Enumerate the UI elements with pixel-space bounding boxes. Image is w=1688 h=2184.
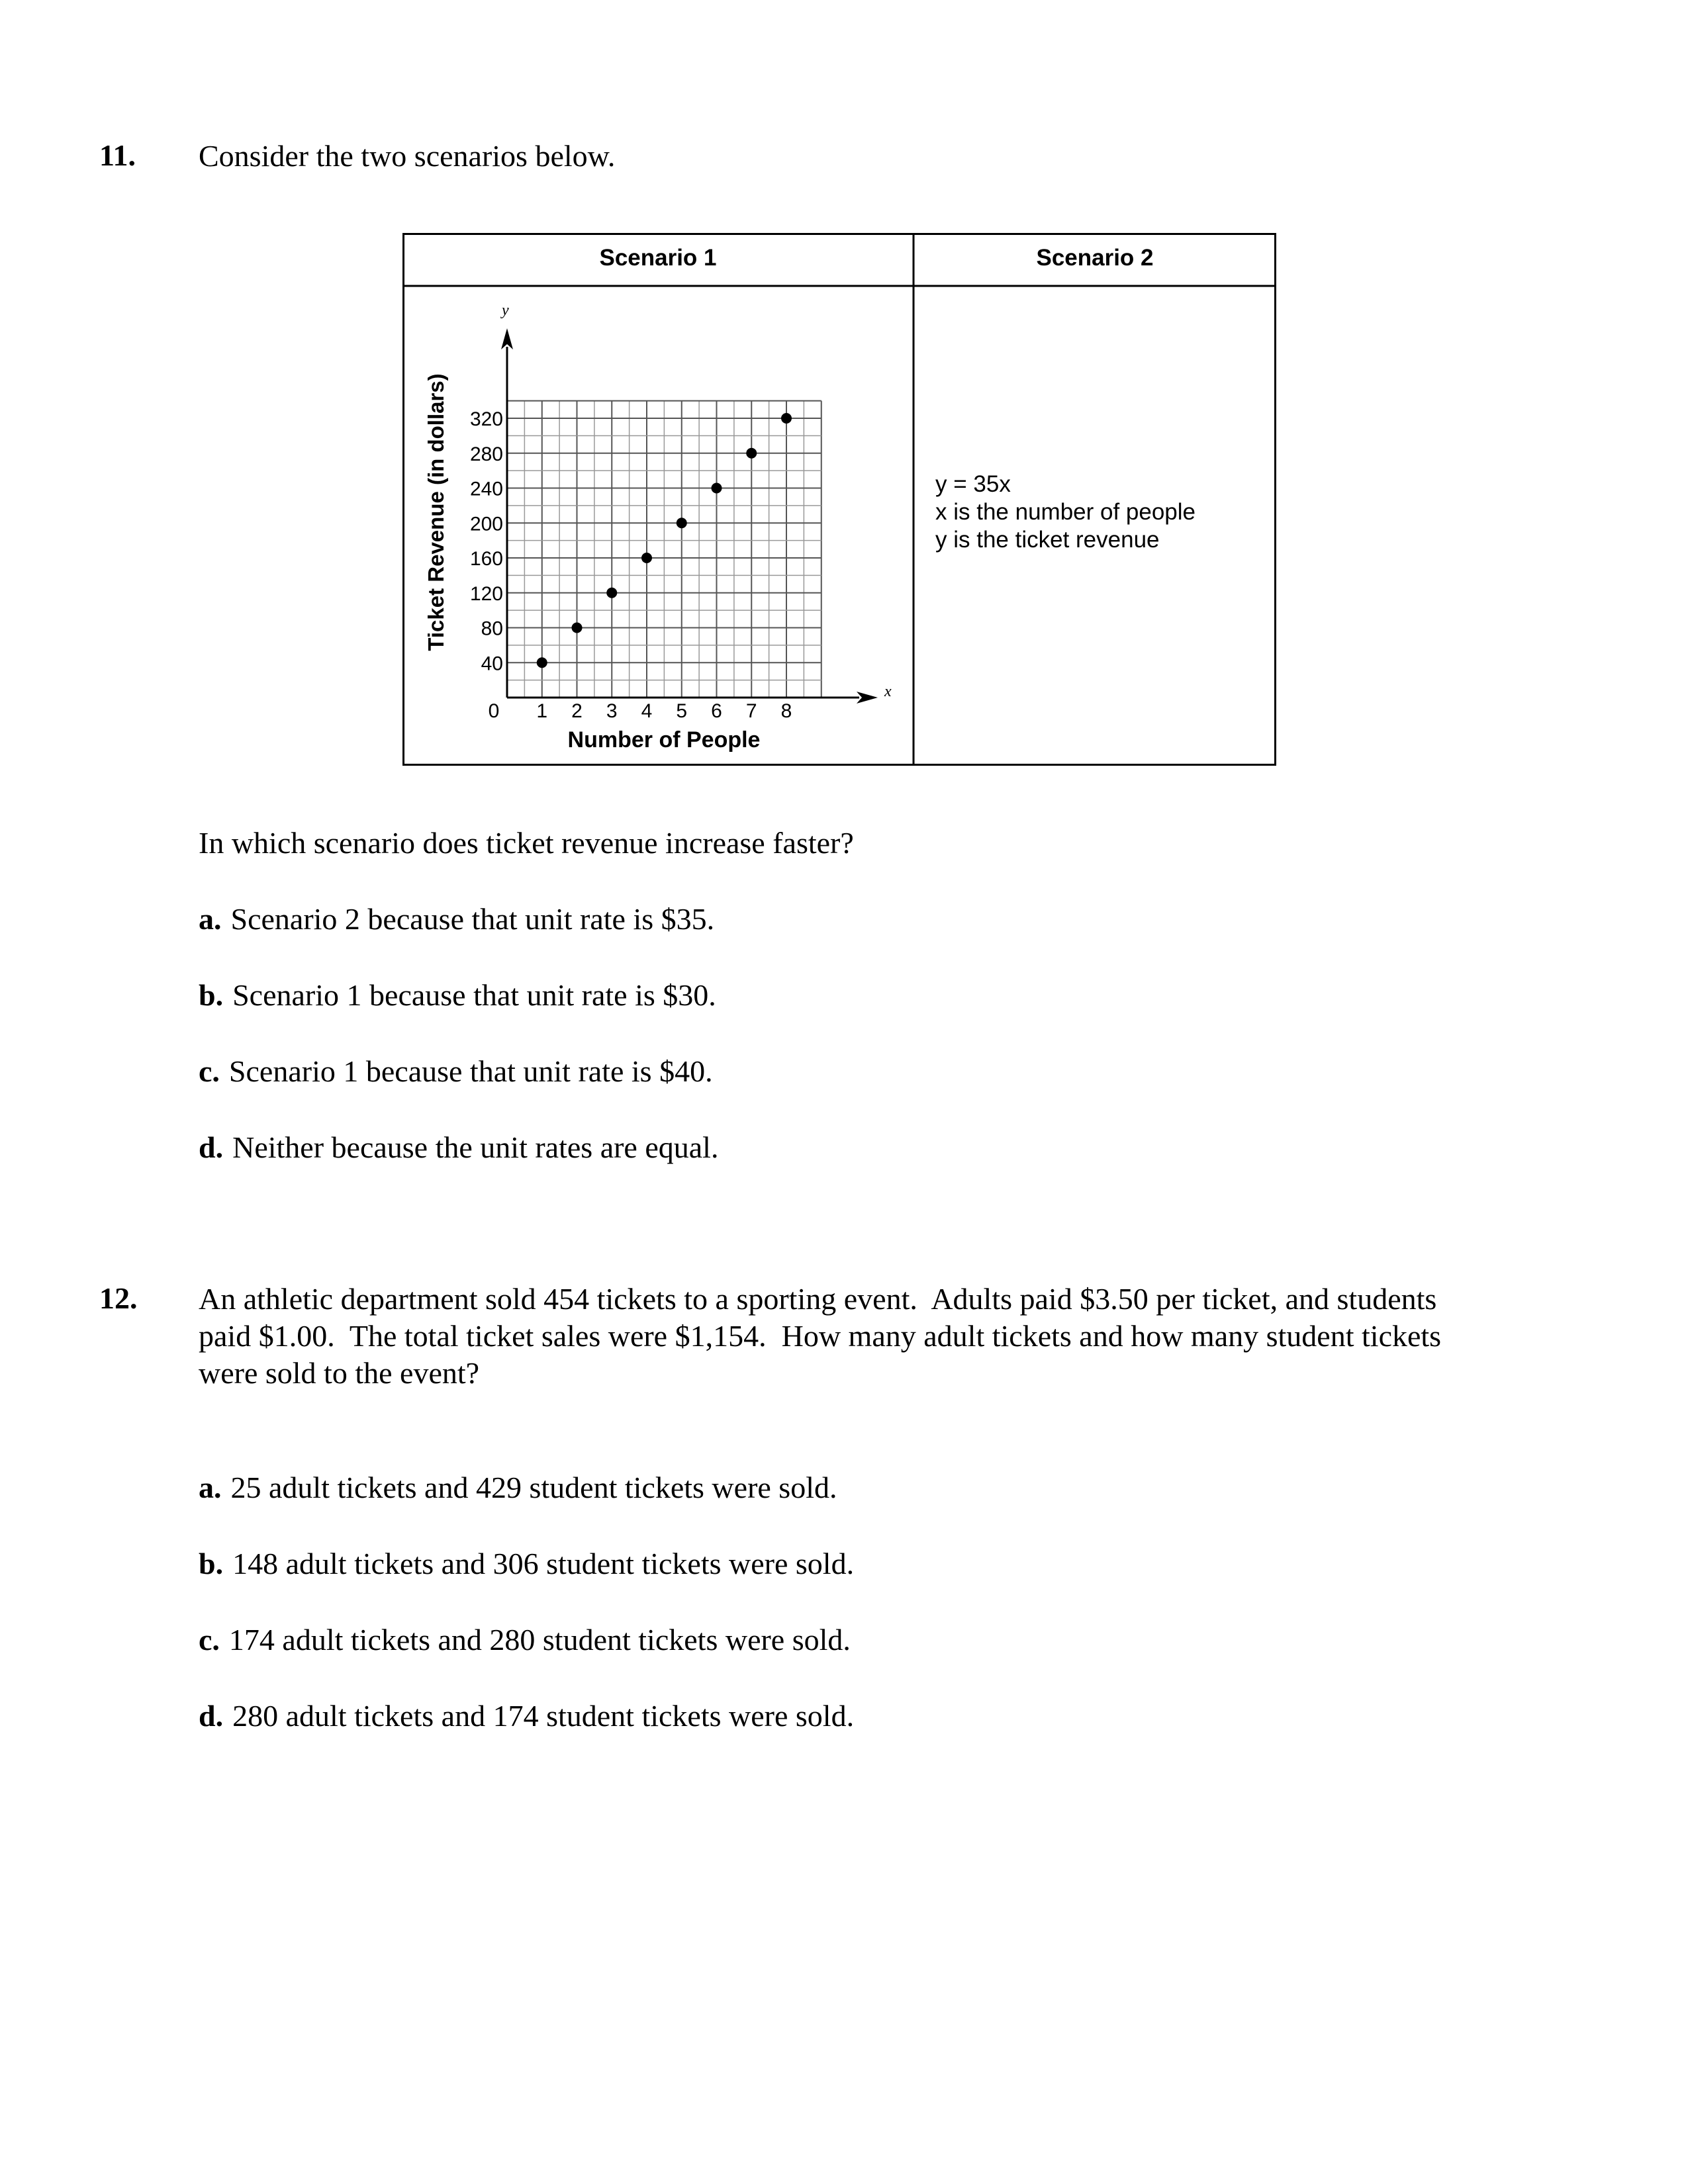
question-prompt: Consider the two scenarios below. bbox=[199, 139, 616, 173]
data-point bbox=[677, 518, 687, 528]
x-tick-label: 1 bbox=[536, 700, 548, 722]
data-point bbox=[712, 483, 722, 494]
question-text: In which scenario does ticket revenue increase faster? bbox=[199, 826, 854, 860]
data-point bbox=[537, 657, 547, 668]
choice-text: 148 adult tickets and 306 student tickets were sold. bbox=[232, 1547, 855, 1580]
choice-text: Neither because the unit rates are equal. bbox=[232, 1130, 719, 1164]
y-tick-label: 240 bbox=[469, 478, 503, 500]
scenario2-x-definition: x is the number of people bbox=[935, 499, 1196, 525]
choice-d[interactable] bbox=[199, 1130, 718, 1165]
prompt-line: paid $1.00. The total ticket sales were $1,154. How many adult tickets and how many student tickets bbox=[199, 1319, 1442, 1353]
prompt-line: An athletic department sold 454 tickets to a sporting event. Adults paid $3.50 per ticket, and students bbox=[199, 1282, 1437, 1316]
choice-text: Scenario 1 because that unit rate is $30. bbox=[232, 978, 716, 1012]
y-tick-label: 280 bbox=[469, 443, 503, 465]
choice-text: Scenario 2 because that unit rate is $35. bbox=[230, 902, 715, 936]
choice-letter: d. bbox=[199, 1699, 224, 1733]
x-tick-label: 6 bbox=[711, 700, 722, 722]
scenario1-title: Scenario 1 bbox=[599, 245, 717, 271]
choice-a[interactable] bbox=[199, 901, 714, 936]
data-point bbox=[746, 448, 757, 459]
data-point bbox=[606, 588, 617, 598]
y-tick-label: 120 bbox=[469, 582, 503, 605]
choice-b[interactable] bbox=[199, 978, 716, 1013]
data-point bbox=[572, 623, 583, 633]
choice-letter: a. bbox=[199, 1471, 222, 1504]
x-axis-title: Number of People bbox=[567, 727, 761, 752]
choice-text: 174 adult tickets and 280 student tickets were sold. bbox=[228, 1623, 851, 1657]
x-tick-label: 4 bbox=[641, 700, 653, 722]
choice-c[interactable] bbox=[199, 1054, 713, 1089]
y-tick-label: 80 bbox=[481, 617, 503, 640]
choice-d[interactable] bbox=[199, 1698, 854, 1733]
choice-c[interactable] bbox=[199, 1622, 851, 1657]
x-tick-label: 3 bbox=[606, 700, 618, 722]
choice-text: 25 adult tickets and 429 student tickets were sold. bbox=[230, 1471, 837, 1504]
choice-a[interactable] bbox=[199, 1470, 837, 1505]
choice-letter: b. bbox=[199, 1547, 224, 1580]
origin-label: 0 bbox=[488, 700, 500, 722]
y-tick-label: 40 bbox=[481, 653, 503, 675]
scenario2-equation: y = 35x bbox=[935, 471, 1011, 497]
y-tick-label: 200 bbox=[469, 513, 503, 535]
prompt-line: were sold to the event? bbox=[199, 1356, 480, 1390]
x-tick-label: 8 bbox=[780, 700, 792, 722]
choice-letter: c. bbox=[199, 1054, 220, 1088]
choice-letter: c. bbox=[199, 1623, 220, 1657]
x-tick-label: 5 bbox=[676, 700, 688, 722]
x-tick-label: 2 bbox=[571, 700, 583, 722]
y-tick-label: 160 bbox=[469, 548, 503, 570]
question-number: 11. bbox=[99, 138, 136, 172]
choice-letter: a. bbox=[199, 902, 222, 936]
y-axis-name: y bbox=[502, 302, 509, 319]
question-prompt bbox=[199, 1281, 1655, 1392]
choice-text: Scenario 1 because that unit rate is $40. bbox=[228, 1054, 713, 1088]
y-tick-label: 320 bbox=[469, 408, 503, 430]
choice-letter: b. bbox=[199, 978, 224, 1012]
scenario2-title: Scenario 2 bbox=[1036, 245, 1154, 271]
x-tick-label: 7 bbox=[745, 700, 757, 722]
y-axis-title: Ticket Revenue (in dollars) bbox=[424, 373, 448, 651]
choice-b[interactable] bbox=[199, 1546, 854, 1581]
scenario1-chart bbox=[402, 287, 914, 766]
question-number: 12. bbox=[99, 1281, 138, 1315]
x-axis-name: x bbox=[884, 683, 892, 700]
data-point bbox=[641, 553, 652, 563]
data-point bbox=[781, 413, 792, 424]
y-axis-arrow-icon bbox=[501, 328, 513, 349]
chart-ticks bbox=[470, 408, 792, 722]
scenario2-y-definition: y is the ticket revenue bbox=[935, 527, 1160, 553]
choice-text: 280 adult tickets and 174 student tickets were sold. bbox=[232, 1699, 855, 1733]
chart-grid bbox=[507, 401, 821, 698]
x-axis-arrow-icon bbox=[857, 692, 878, 704]
choice-letter: d. bbox=[199, 1130, 224, 1164]
